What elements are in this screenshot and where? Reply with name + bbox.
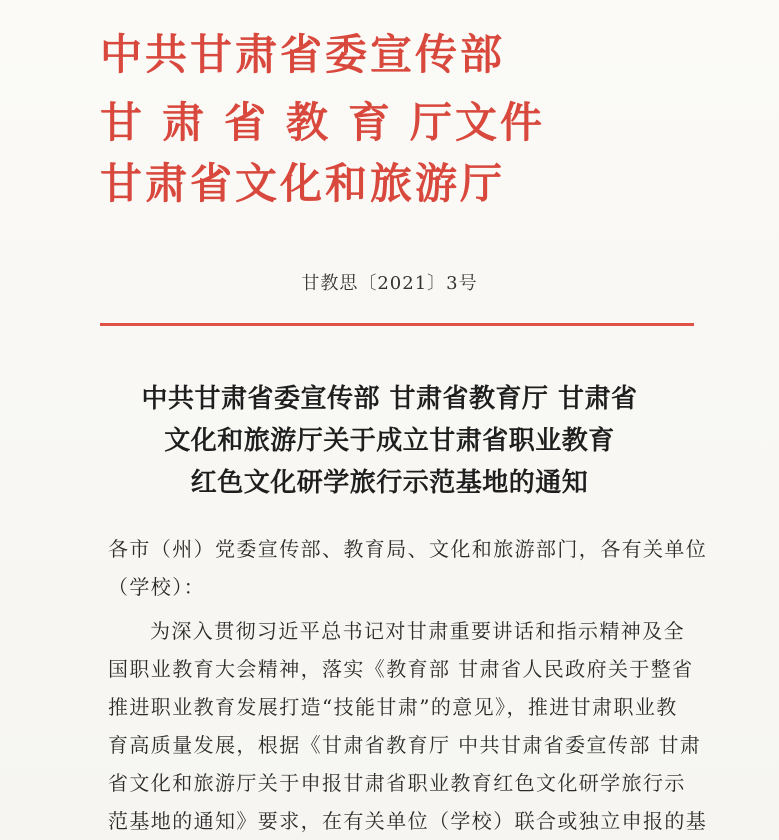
issuer-char: 省 bbox=[224, 98, 270, 147]
issuer-char: 甘 bbox=[100, 98, 146, 147]
issuer-char: 肃 bbox=[162, 98, 208, 147]
issuer-char: 育 bbox=[348, 98, 394, 147]
issuer-char: 厅文件 bbox=[410, 98, 546, 147]
issuer-line-education-dept bbox=[100, 90, 545, 150]
document-title-line-3: 红色文化研学旅行示范基地的通知 bbox=[190, 468, 589, 498]
issuer-line-culture-tourism-dept: 甘肃省文化和旅游厅 bbox=[100, 159, 506, 208]
body-line: 为深入贯彻习近平总书记对甘肃重要讲话和指示精神及全 bbox=[150, 619, 685, 643]
document-title-line-1: 中共甘肃省委宣传部 甘肃省教育厅 甘肃省 bbox=[141, 384, 638, 414]
document-number: 甘教思〔2021〕3号 bbox=[301, 273, 478, 294]
issuer-line-propaganda-dept: 中共甘肃省委宣传部 bbox=[100, 30, 506, 79]
body-line: 范基地的通知》要求，在有关单位（学校）联合或独立申报的基 bbox=[108, 809, 708, 833]
body-line: 育高质量发展，根据《甘肃省教育厅 中共甘肃省委宣传部 甘肃 bbox=[108, 733, 702, 757]
body-line: 各市（州）党委宣传部、教育局、文化和旅游部门，各有关单位 bbox=[108, 537, 708, 561]
body-line: （学校）： bbox=[108, 575, 205, 599]
issuer-char: 教 bbox=[286, 98, 332, 147]
document-title-line-2: 文化和旅游厅关于成立甘肃省职业教育 bbox=[164, 426, 615, 456]
body-line: 推进职业教育发展打造“技能甘肃”的意见》，推进甘肃职业教 bbox=[108, 695, 678, 719]
body-line: 省文化和旅游厅关于申报甘肃省职业教育红色文化研学旅行示 bbox=[108, 771, 686, 795]
red-divider-rule bbox=[100, 323, 694, 326]
body-line: 国职业教育大会精神，落实《教育部 甘肃省人民政府关于整省 bbox=[108, 657, 694, 681]
